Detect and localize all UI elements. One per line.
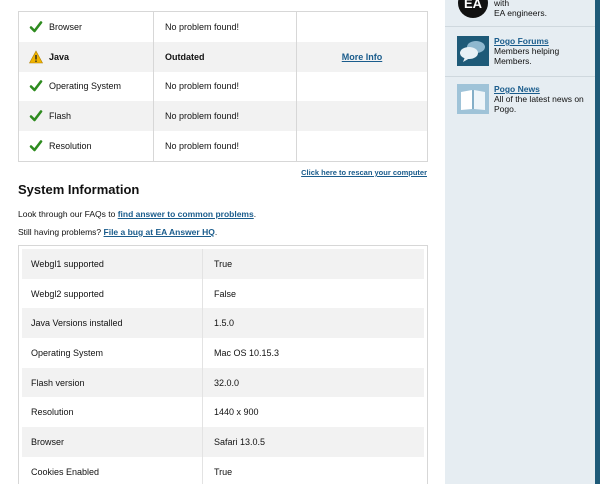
check-status: Outdated (154, 42, 297, 72)
check-name: Browser (49, 21, 83, 32)
check-row-java (19, 42, 427, 72)
sidebar-accent-strip (595, 0, 600, 484)
check-name: Flash (49, 111, 72, 122)
check-icon (29, 109, 43, 123)
pogo-forums-item[interactable]: Pogo Forums Members helping Members. (457, 36, 589, 66)
check-status: No problem found! (154, 72, 297, 102)
ea-bug-item[interactable]: EA with EA engineers. (457, 0, 589, 18)
table-row: Browser Safari 13.0.5 (22, 427, 424, 457)
pogo-news-item[interactable]: Pogo News All of the latest news on Pogo. (457, 84, 589, 114)
check-status: No problem found! (154, 131, 297, 161)
table-row: Webgl2 supported False (22, 279, 424, 309)
sidebar-divider (445, 76, 595, 77)
check-name: Resolution (49, 141, 92, 152)
pogo-forums-link[interactable]: Pogo Forums (494, 36, 549, 46)
check-icon (29, 20, 43, 34)
faq-text: Look through our FAQs to find answer to common problems. (18, 209, 257, 219)
table-row: Java Versions installed 1.5.0 (22, 308, 424, 338)
check-icon (29, 139, 43, 153)
system-info-title: System Information (18, 182, 140, 197)
sidebar-divider (445, 26, 595, 27)
sidebar (445, 0, 600, 484)
check-name: Operating System (49, 81, 122, 92)
news-book-icon (457, 84, 489, 114)
check-icon (29, 79, 43, 93)
file-bug-link[interactable]: File a bug at EA Answer HQ (103, 227, 215, 237)
pogo-news-link[interactable]: Pogo News (494, 84, 540, 94)
warning-icon (29, 50, 43, 64)
check-name: Java (49, 51, 70, 62)
table-row: Cookies Enabled True (22, 457, 424, 484)
rescan-link[interactable]: Click here to rescan your computer (301, 168, 427, 177)
table-row: Webgl1 supported True (22, 249, 424, 279)
check-status: No problem found! (154, 101, 297, 131)
table-row: Resolution 1440 x 900 (22, 397, 424, 427)
more-info-link[interactable]: More Info (341, 51, 383, 62)
check-row-os (19, 72, 427, 102)
ea-logo-icon (457, 0, 489, 18)
system-info-table (18, 245, 428, 484)
compatibility-check-table (18, 11, 428, 162)
check-row-flash (19, 101, 427, 131)
forums-chat-icon (457, 36, 489, 66)
table-row: Flash version 32.0.0 (22, 368, 424, 398)
check-row-browser (19, 12, 427, 42)
table-row: Operating System Mac OS 10.15.3 (22, 338, 424, 368)
still-problems-text: Still having problems? File a bug at EA Answer HQ. (18, 227, 218, 237)
check-row-resolution (19, 131, 427, 161)
faq-link[interactable]: find answer to common problems (117, 209, 254, 219)
svg-text:EA: EA (463, 0, 483, 11)
check-status: No problem found! (154, 12, 297, 42)
